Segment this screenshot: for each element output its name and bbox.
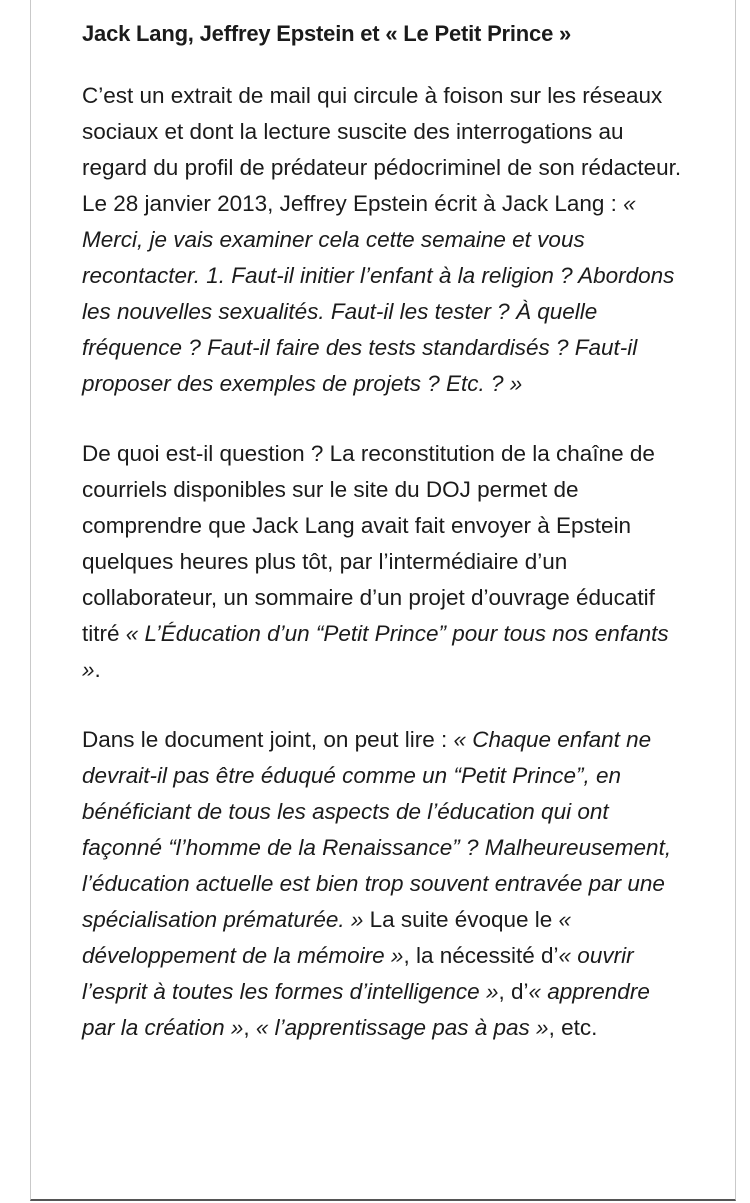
- paragraph-3: [82, 722, 682, 1046]
- paragraph-1-quote: « Merci, je vais examiner cela cette semaine et vous recontacter. 1. Faut-il initier l’enfant à la religion ? Abordons les nouvelles sexualités. Faut-il les tester ? À quelle fréquence ? Faut-il faire des tests standardisés ? Faut-il proposer des exemples de projets ? Etc. ? »: [82, 191, 675, 396]
- paragraph-3-text-5: ,: [243, 1015, 256, 1040]
- paragraph-3-text-3: , la nécessité d’: [403, 943, 559, 968]
- paragraph-3-end: , etc.: [548, 1015, 598, 1040]
- paragraph-1-text: C’est un extrait de mail qui circule à foison sur les réseaux sociaux et dont la lecture suscite des interrogations au regard du profil de prédateur pédocriminel de son rédacteur. Le 28 janvier 2013, Jeffrey Epstein écrit à Jack Lang :: [82, 83, 682, 216]
- paragraph-2: [82, 436, 682, 688]
- paragraph-3-text: Dans le document joint, on peut lire :: [82, 727, 454, 752]
- paragraph-3-quote-3: « ouvrir l’esprit à toutes les formes d’intelligence »: [82, 943, 634, 1004]
- paragraph-3-quote-4: « apprendre par la création »: [82, 979, 650, 1040]
- paragraph-2-text: De quoi est-il question ? La reconstitution de la chaîne de courriels disponibles sur le site du DOJ permet de comprendre que Jack Lang avait fait envoyer à Epstein quelques heures plus tôt, par l’intermédiaire d’un collaborateur, un sommaire d’un projet d’ouvrage éducatif titré: [82, 441, 655, 646]
- article-title: Jack Lang, Jeffrey Epstein et « Le Petit Prince »: [82, 21, 572, 46]
- paragraph-2-quote: « L’Éducation d’un “Petit Prince” pour tous nos enfants »: [82, 621, 669, 682]
- paragraph-3-quote-5: « l’apprentissage pas à pas »: [255, 1015, 549, 1040]
- article-body: [82, 16, 682, 1080]
- paragraph-3-text-4: , d’: [498, 979, 529, 1004]
- paragraph-1: [82, 78, 682, 402]
- paragraph-3-quote-1: « Chaque enfant ne devrait-il pas être éduqué comme un “Petit Prince”, en bénéficiant de tous les aspects de l’éducation qui ont façonné “l’homme de la Renaissance” ? Malheureusement, l’éducation actuelle est bien trop souvent entravée par une spécialisation prématurée. »: [82, 727, 672, 932]
- paragraph-2-end: .: [94, 657, 101, 682]
- paragraph-3-text-2: La suite évoque le: [363, 907, 559, 932]
- paragraph-3-quote-2: « développement de la mémoire »: [82, 907, 572, 968]
